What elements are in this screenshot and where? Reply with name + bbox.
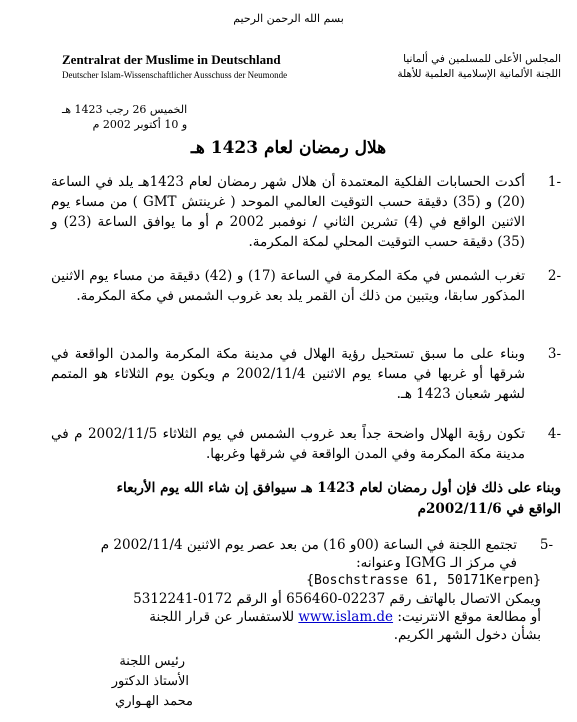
paragraph-number: -4: [547, 426, 561, 442]
signature-role: رئيس اللجنة: [119, 654, 185, 669]
contact-line: ويمكن الاتصال بالهاتف رقم 02237-656460 أو الرقم 0172-5312241: [133, 591, 541, 607]
paragraph-number: -5: [539, 537, 553, 553]
paragraph-1: [51, 172, 561, 252]
website-line: [51, 608, 541, 626]
paragraph-number: -1: [547, 174, 561, 190]
website-prefix: أو مطالعة موقع الانترنيت:: [397, 609, 541, 625]
paragraph-2: [51, 266, 561, 306]
conclusion: وبناء على ذلك فإن أول رمضان لعام 1423 هـ سيوافق إن شاء الله يوم الأربعاء الواقع في 2002/11/6م: [116, 480, 561, 517]
org-german-title: Zentralrat der Muslime in Deutschland: [62, 52, 281, 67]
org-arabic-block: [397, 52, 561, 82]
paragraph-text: أكدت الحسابات الفلكية المعتمدة أن هلال شهر رمضان لعام 1423هـ يلد في الساعة (20) و (35) دقيقة حسب التوقيت العالمي الموحد ( غرينتش GMT ) من مساء يوم الاثنين الواقع في (4) تشرين الثاني / نوفمبر 2002 م أو ما يوافق الساعة (23) و (35) دقيقة حسب التوقيت المحلي لمكة المكرمة.: [51, 174, 526, 250]
paragraph-3: [51, 344, 561, 404]
date-hijri: الخميس 26 رجب 1423 هـ: [62, 103, 188, 116]
paragraph-text: وبناء على ما سبق تستحيل رؤية الهلال في مدينة مكة المكرمة والمدن الواقعة في شرقها أو غربها في مساء يوم الاثنين 2002/11/4 م ويكون يوم الثلاثاء هو المتمم لشهر شعبان 1423 هـ.: [51, 346, 525, 402]
date-gregorian: و 10 أكتوبر 2002 م: [92, 118, 188, 131]
address: {Boschstrasse 61, 50171Kerpen}: [306, 573, 541, 588]
date-block: [62, 102, 187, 132]
paragraph-number: -2: [547, 268, 561, 284]
org-german-subtitle: Deutscher Islam-Wissenschaftlicher Ausschuss der Neumonde: [62, 70, 288, 80]
website-suffix: للاستفسار عن قرار اللجنة: [149, 609, 295, 625]
meeting-line: تجتمع اللجنة في الساعة (00و 16) من بعد عصر يوم الاثنين 2002/11/4 م: [100, 537, 517, 553]
paragraph-5: [51, 536, 561, 644]
signature-name: محمد الهـواري: [115, 694, 193, 709]
org-arabic-line2: اللجنة الألمانية الإسلامية العلمية للأهلة: [397, 68, 561, 80]
closing-line: بشأن دخول الشهر الكريم.: [393, 627, 541, 643]
basmala: بسم الله الرحمن الرحيم: [233, 12, 344, 25]
signature-title: الأستاذ الدكتور: [111, 674, 189, 689]
paragraph-4: [51, 424, 561, 464]
paragraph-text: تغرب الشمس في مكة المكرمة في الساعة (17) و (42) دقيقة من مساء يوم الاثنين المذكور سابقا، ويتبين من ذلك أن القمر يلد بعد غروب الشمس في مكة المكرمة.: [51, 268, 525, 304]
paragraph-text: تكون رؤية الهلال واضحة جداً بعد غروب الشمس في يوم الثلاثاء 2002/11/5 م في مدينة مكة المكرمة وفي المدن الواقعة في شرقها وغربها.: [51, 426, 525, 462]
page-title: هلال رمضان لعام 1423 هـ: [190, 138, 387, 158]
venue-line: في مركز الـ IGMG وعنوانه:: [356, 555, 517, 571]
org-arabic-line1: المجلس الأعلى للمسلمين في ألمانيا: [403, 53, 561, 65]
paragraph-number: -3: [547, 346, 561, 362]
website-link[interactable]: www.islam.de: [298, 609, 394, 625]
signature-block: [0, 652, 577, 712]
